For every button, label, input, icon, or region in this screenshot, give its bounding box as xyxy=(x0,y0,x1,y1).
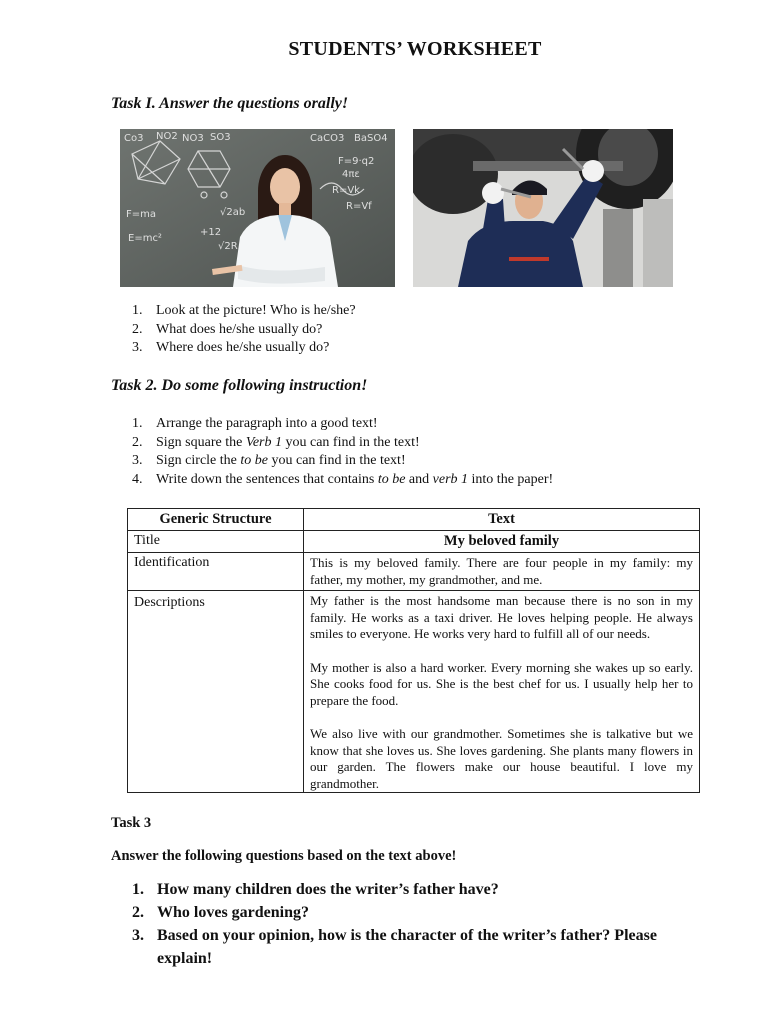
teacher-photo xyxy=(120,129,395,287)
list-number: 2. xyxy=(132,434,143,450)
table-cell: My beloved family xyxy=(304,531,700,553)
description-paragraph: My father is the most handsome man because there is no son in my family. He works as a taxi driver. He loves helping people. He always smiles to everyone. He works very hard to fulfill all of our needs. xyxy=(310,593,693,641)
list-text: How many children does the writer’s father have? xyxy=(157,881,499,898)
list-number: 1. xyxy=(132,416,143,431)
table-cell xyxy=(304,591,700,793)
list-number: 2. xyxy=(132,904,144,921)
list-number: 1. xyxy=(132,303,143,318)
list-text: What does he/she usually do? xyxy=(156,321,323,337)
formula-text: √2ab xyxy=(220,207,246,218)
table-header-cell: Generic Structure xyxy=(128,509,304,531)
formula-text: BaSO4 xyxy=(354,133,388,144)
list-emphasis: to be xyxy=(377,471,406,487)
list-item xyxy=(118,924,708,970)
formula-text: √2R xyxy=(218,241,238,252)
list-item xyxy=(118,321,356,340)
description-paragraph: My mother is also a hard worker. Every morning she wakes up so early. She cooks food for us. She is the best chef for us. I usually help her to prepare the food. xyxy=(310,659,693,708)
formula-text: +12 xyxy=(200,227,222,238)
worksheet-title: STUDENTS’ WORKSHEET xyxy=(288,38,542,60)
list-item xyxy=(118,339,356,358)
list-item xyxy=(118,901,708,924)
list-text: you can find in the text! xyxy=(267,453,406,468)
list-text: Arrange the paragraph into a good text! xyxy=(156,416,378,431)
list-item xyxy=(118,415,553,434)
list-number: 3. xyxy=(132,340,143,355)
task2-instruction-list xyxy=(118,415,553,489)
list-text: and xyxy=(405,471,433,487)
formula-text: E=mc² xyxy=(128,233,162,244)
formula-text: R=Vf xyxy=(346,201,372,212)
list-item xyxy=(118,471,553,490)
list-text: Sign square the xyxy=(156,434,246,450)
list-emphasis: to be xyxy=(240,453,268,468)
list-text: you can find in the text! xyxy=(282,434,420,450)
table-cell: Identification xyxy=(128,553,304,591)
table-header-row xyxy=(128,509,700,531)
list-emphasis: Verb 1 xyxy=(245,434,282,450)
formula-text: SO3 xyxy=(210,132,231,143)
list-text: into the paper! xyxy=(468,471,554,487)
formula-text: NO2 xyxy=(156,131,178,142)
list-item xyxy=(118,434,553,453)
formula-text: F=ma xyxy=(126,209,156,220)
list-number: 3. xyxy=(132,927,144,944)
task3-label: Task 3 xyxy=(111,815,152,831)
task1-heading: Task I. Answer the questions orally! xyxy=(111,95,349,112)
table-row xyxy=(128,591,700,793)
formula-text: CaCO3 xyxy=(310,133,345,144)
formula-text: 4πε xyxy=(342,169,360,180)
list-emphasis: verb 1 xyxy=(432,471,469,487)
formula-text: F=9·q2 xyxy=(338,156,375,167)
list-number: 2. xyxy=(132,321,143,337)
task3-question-list xyxy=(118,878,708,970)
list-item xyxy=(118,452,553,471)
formula-text: R=Vk xyxy=(332,185,360,196)
identification-text: This is my beloved family. There are four people in my family: my father, my mother, my grandmother, and me. xyxy=(310,555,693,587)
list-number: 3. xyxy=(132,453,143,468)
list-text: Where does he/she usually do? xyxy=(156,340,330,355)
list-text: Look at the picture! Who is he/she? xyxy=(156,303,356,318)
list-text: Sign circle the xyxy=(156,453,241,468)
task3-instruction: Answer the following questions based on the text above! xyxy=(111,848,457,864)
table-cell xyxy=(304,553,700,591)
table-row xyxy=(128,531,700,553)
task1-question-list xyxy=(118,302,356,358)
table-cell: Title xyxy=(128,531,304,553)
list-text: Write down the sentences that contains xyxy=(156,471,378,487)
formula-text: Co3 xyxy=(124,133,144,144)
mechanic-photo xyxy=(413,129,673,287)
description-paragraph: We also live with our grandmother. Sometimes she is talkative but we know that she loves us. She loves gardening. She plants many flowers in our garden. The flowers make our house beautiful. I love my grandmother. xyxy=(310,726,693,791)
table-cell: Descriptions xyxy=(128,591,304,793)
table-header-cell: Text xyxy=(304,509,700,531)
table-row xyxy=(128,553,700,591)
list-item xyxy=(118,878,708,901)
list-text: Based on your opinion, how is the character of the writer’s father? Please explain! xyxy=(157,927,657,967)
list-text: Who loves gardening? xyxy=(157,904,310,921)
formula-text: NO3 xyxy=(182,133,204,144)
task2-heading: Task 2. Do some following instruction! xyxy=(111,377,368,394)
generic-structure-table xyxy=(127,508,700,793)
list-number: 1. xyxy=(132,881,144,898)
list-item xyxy=(118,302,356,321)
list-number: 4. xyxy=(132,471,143,487)
